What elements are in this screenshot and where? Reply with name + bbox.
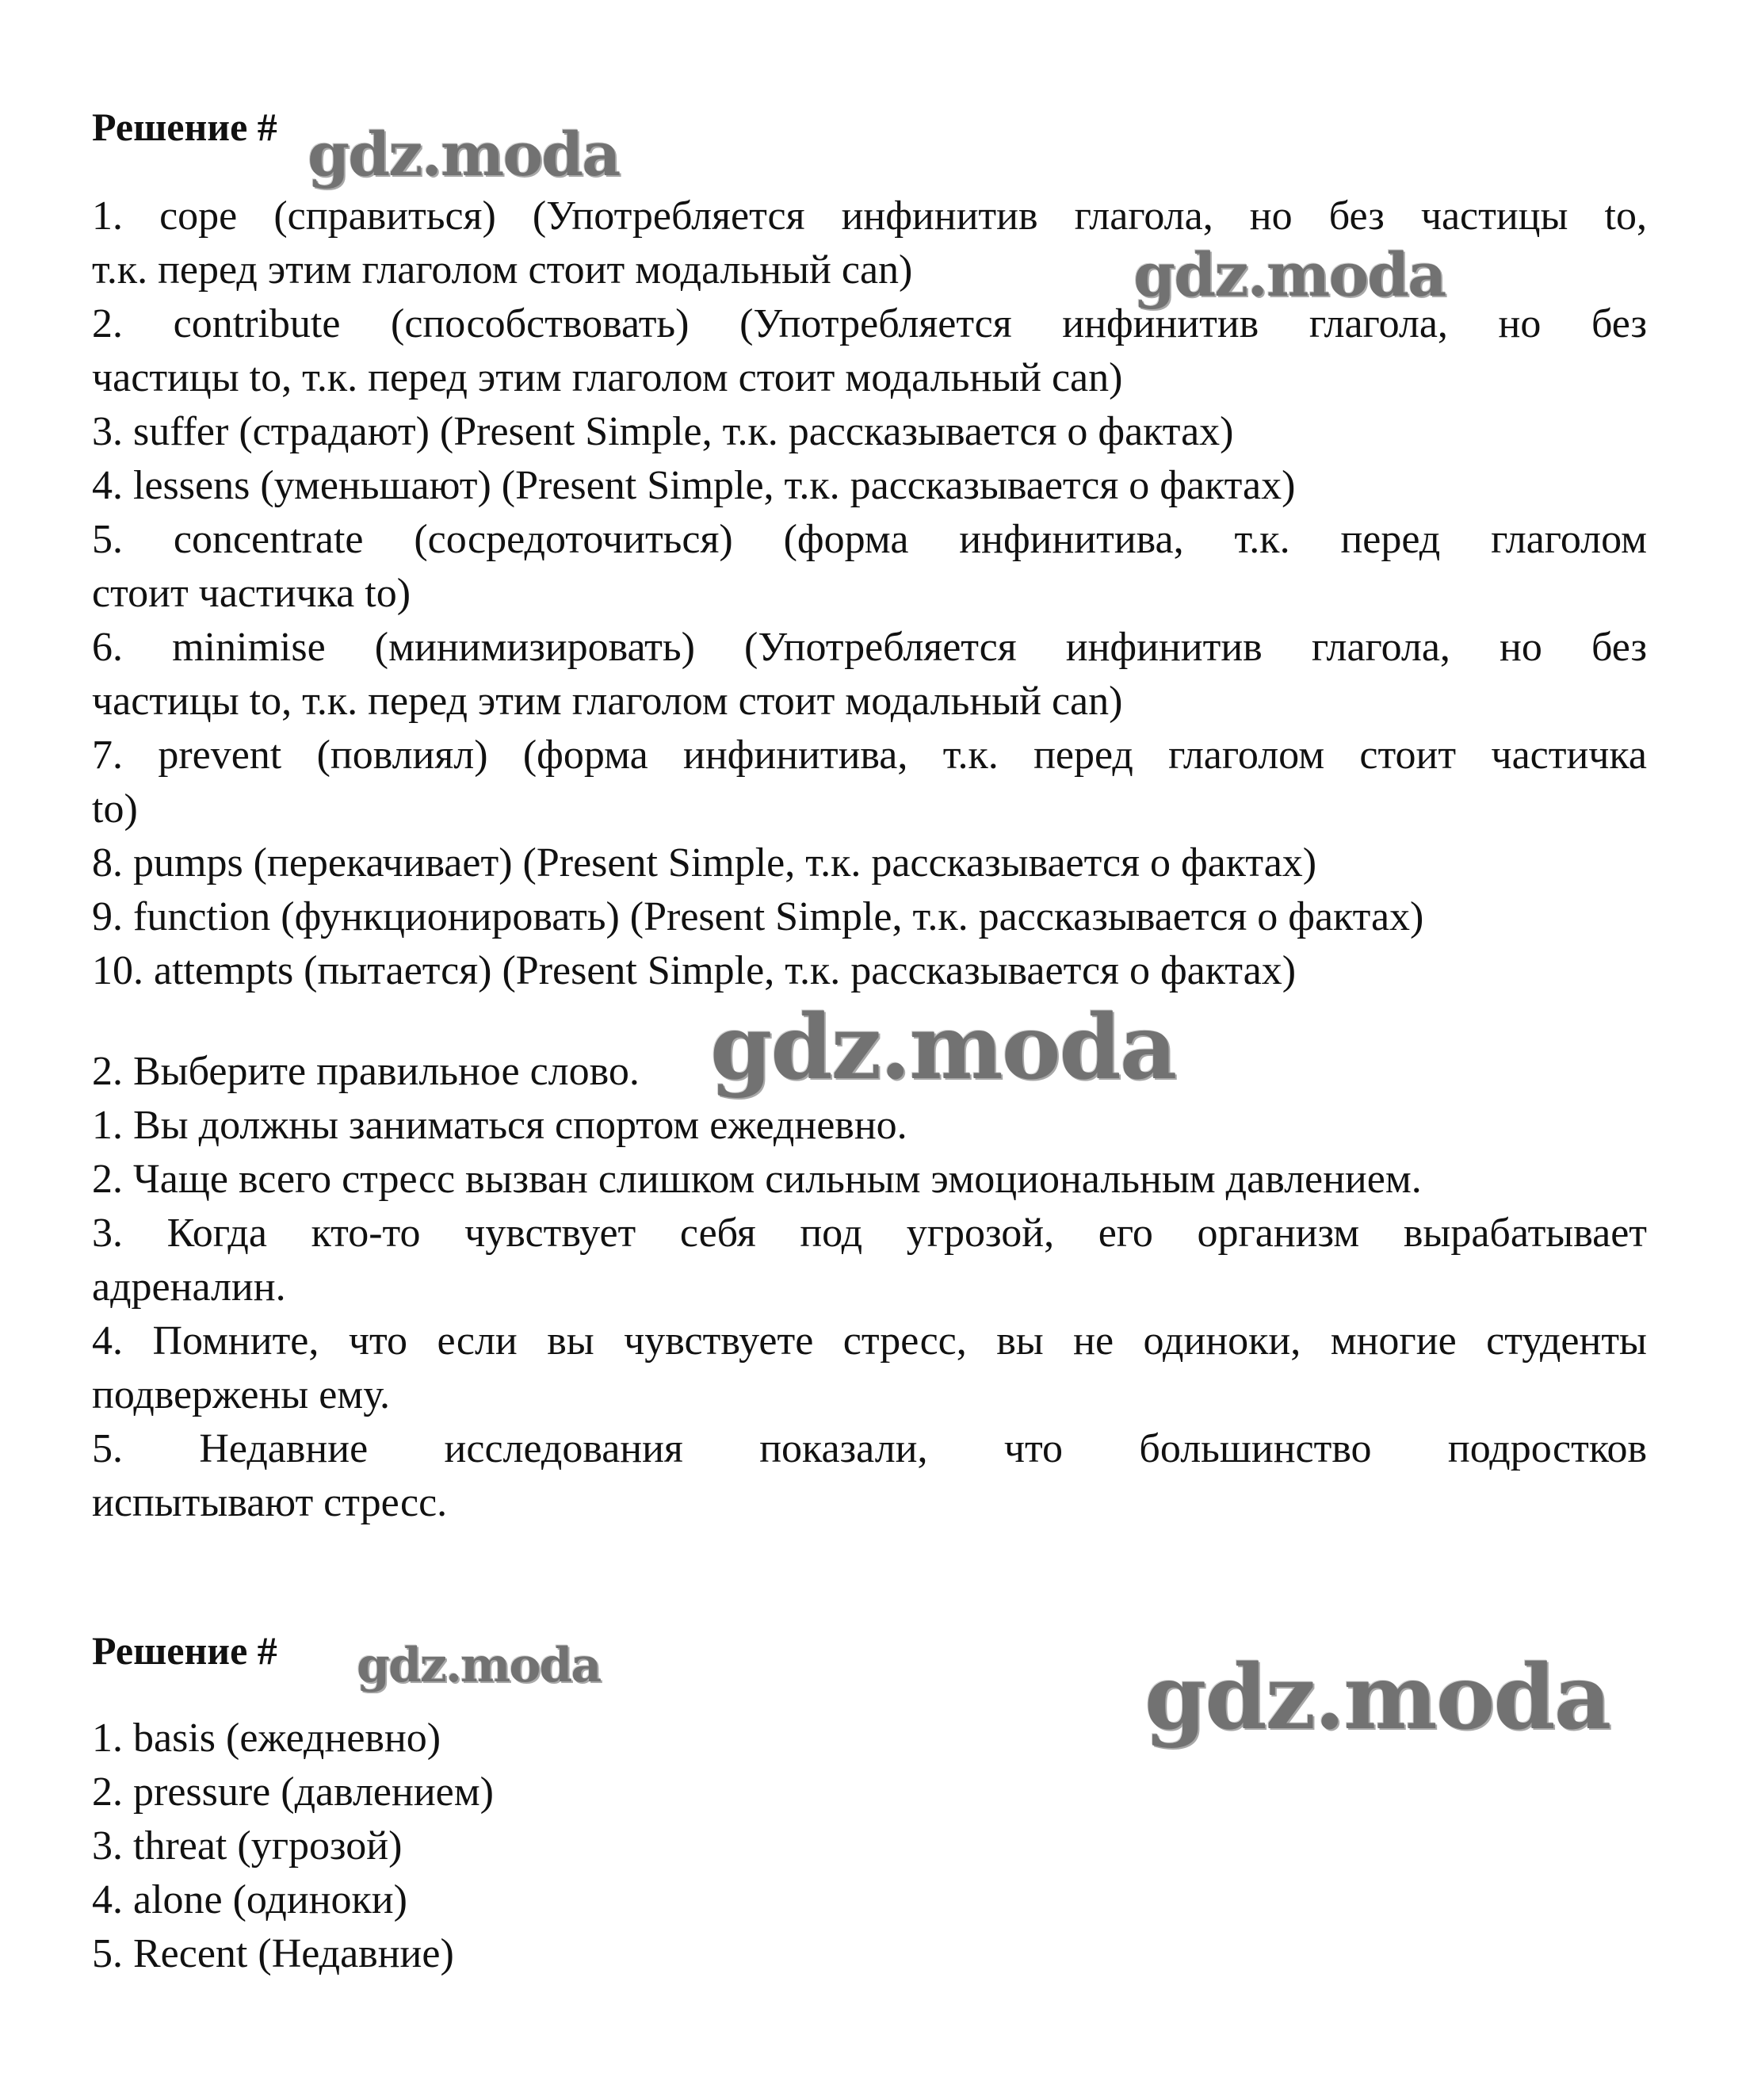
solution-1-item-6-line-1: 6. minimise (минимизировать) (Употребляется инфинитив глагола, но без bbox=[92, 625, 1647, 670]
task-2-title: 2. Выберите правильное слово. bbox=[92, 1049, 640, 1094]
watermark-logo: gdz.moda bbox=[357, 1638, 601, 1693]
task-2-sentence-3-line-2: адреналин. bbox=[92, 1264, 286, 1310]
watermark-logo: gdz.moda bbox=[1133, 239, 1446, 310]
solution-1-item-8: 8. pumps (перекачивает) (Present Simple, т.к. рассказывается о фактах) bbox=[92, 840, 1317, 886]
solution-1-item-5-line-1: 5. concentrate (сосредоточиться) (форма инфинитива, т.к. перед глаголом bbox=[92, 517, 1647, 562]
solution-2-answer-1: 1. basis (ежедневно) bbox=[92, 1716, 441, 1761]
solution-1-item-5-line-2: стоит частичка to) bbox=[92, 571, 411, 616]
task-2-block bbox=[92, 1045, 1647, 1530]
solution-1-item-10: 10. attempts (пытается) (Present Simple, т.к. рассказывается о фактах) bbox=[92, 948, 1297, 993]
solution-1-item-7-line-2: to) bbox=[92, 786, 138, 832]
task-2-sentence-4-line-1: 4. Помните, что если вы чувствуете стресс, вы не одиноки, многие студенты bbox=[92, 1318, 1647, 1364]
task-2-sentence-4-line-2: подвержены ему. bbox=[92, 1372, 390, 1417]
solution-2-answer-3: 3. threat (угрозой) bbox=[92, 1823, 403, 1869]
solution-1-item-7-line-1: 7. prevent (повлиял) (форма инфинитива, т.к. перед глаголом стоит частичка bbox=[92, 733, 1647, 778]
solution-1-item-3: 3. suffer (страдают) (Present Simple, т.к. рассказывается о фактах) bbox=[92, 409, 1234, 454]
solution-1-item-1-line-1: 1. cope (справиться) (Употребляется инфинитив глагола, но без частицы to, bbox=[92, 193, 1647, 239]
solution-2-answer-2: 2. pressure (давлением) bbox=[92, 1769, 494, 1815]
solution-2-list bbox=[92, 1712, 1647, 1981]
solution-2-answer-4: 4. alone (одиноки) bbox=[92, 1877, 407, 1922]
solution-1-item-1-line-2: т.к. перед этим глаголом стоит модальный can) bbox=[92, 247, 913, 293]
solution-1-item-9: 9. function (функционировать) (Present Simple, т.к. рассказывается о фактах) bbox=[92, 894, 1424, 939]
solution-1-item-6-line-2: частицы to, т.к. перед этим глаголом стоит модальный can) bbox=[92, 679, 1123, 724]
solution-1-list bbox=[92, 189, 1647, 998]
solution-heading-2: Решение # bbox=[92, 1628, 277, 1673]
solution-2-answer-5: 5. Recent (Недавние) bbox=[92, 1931, 454, 1976]
task-2-sentence-1: 1. Вы должны заниматься спортом ежедневно. bbox=[92, 1103, 907, 1148]
task-2-sentence-5-line-2: испытывают стресс. bbox=[92, 1480, 448, 1525]
watermark-logo: gdz.moda bbox=[710, 996, 1176, 1100]
watermark-logo: gdz.moda bbox=[1144, 1646, 1610, 1750]
solution-1-item-4: 4. lessens (уменьшают) (Present Simple, т.к. рассказывается о фактах) bbox=[92, 463, 1296, 508]
task-2-sentence-3-line-1: 3. Когда кто-то чувствует себя под угрозой, его организм вырабатывает bbox=[92, 1211, 1647, 1256]
solution-1-item-2-line-2: частицы to, т.к. перед этим глаголом стоит модальный can) bbox=[92, 355, 1123, 400]
watermark-logo: gdz.moda bbox=[308, 119, 620, 189]
task-2-sentence-2: 2. Чаще всего стресс вызван слишком сильным эмоциональным давлением. bbox=[92, 1157, 1422, 1202]
solution-heading-1: Решение # bbox=[92, 105, 277, 149]
task-2-sentence-5-line-1: 5. Недавние исследования показали, что большинство подростков bbox=[92, 1426, 1647, 1471]
solution-1-item-2-line-1: 2. contribute (способствовать) (Употребляется инфинитив глагола, но без bbox=[92, 301, 1647, 346]
